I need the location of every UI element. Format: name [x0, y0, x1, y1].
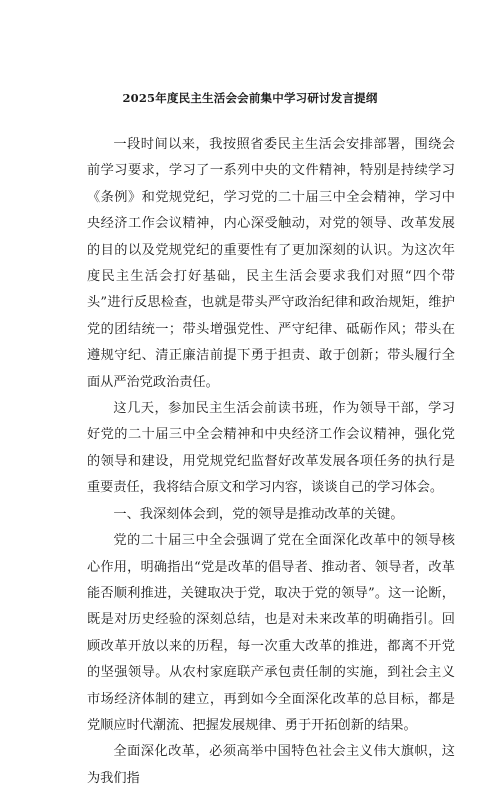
paragraph-intro: 一段时间以来，我按照省委民主生活会安排部署，围绕会前学习要求，学习了一系列中央的文件精神，特别是持续学习《条例》和党规党纪，学习党的二十届三中全会精神，学习中央经济工作会议精神，内心深受触动，对党的领导、改革发展的目的以及党规党纪的重要性有了更加深刻的认识。为这次年度民主生活会打好基础，民主生活会要求我们对照“四个带头”进行反思检查，也就是带头严守政治纪律和政治规矩，维护党的团结统一；带头增强党性、严守纪律、砥砺作风；带头在遵规守纪、清正廉洁前提下勇于担责、敢于创新；带头履行全面从严治党政治责任。: [87, 137, 455, 390]
document-title: 2025年度民主生活会会前集中学习研讨发言提纲: [122, 91, 378, 105]
paragraph-deepen-reform: 全面深化改革，必须高举中国特色社会主义伟大旗帜，这为我们指: [87, 744, 455, 786]
document-body: [87, 132, 455, 792]
paragraph-party-leadership: 党的二十届三中全会强调了党在全面深化改革中的领导核心作用，明确指出“党是改革的倡导者、推动者、领导者，改革能否顺利推进，关键取决于党，取决于党的领导”。这一论断，既是对历史经验的深刻总结，也是对未来改革的明确指引。回顾改革开放以来的历程，每一次重大改革的推进，都离不开党的坚强领导。从农村家庭联产承包责任制的实施，到社会主义市场经济体制的建立，再到如今全面深化改革的总目标，都是党顺应时代潮流、把握发展规律、勇于开拓创新的结果。: [87, 533, 455, 733]
section-heading-1: 一、我深刻体会到，党的领导是推动改革的关键。: [113, 506, 404, 522]
paragraph-reading-class: 这几天，参加民主生活会前读书班，作为领导干部，学习好党的二十届三中全会精神和中央经济工作会议精神，强化党的领导和建设，用党规党纪监督好改革发展各项任务的执行是重要责任，我将结合原文和学习内容，谈谈自己的学习体会。: [87, 401, 455, 496]
